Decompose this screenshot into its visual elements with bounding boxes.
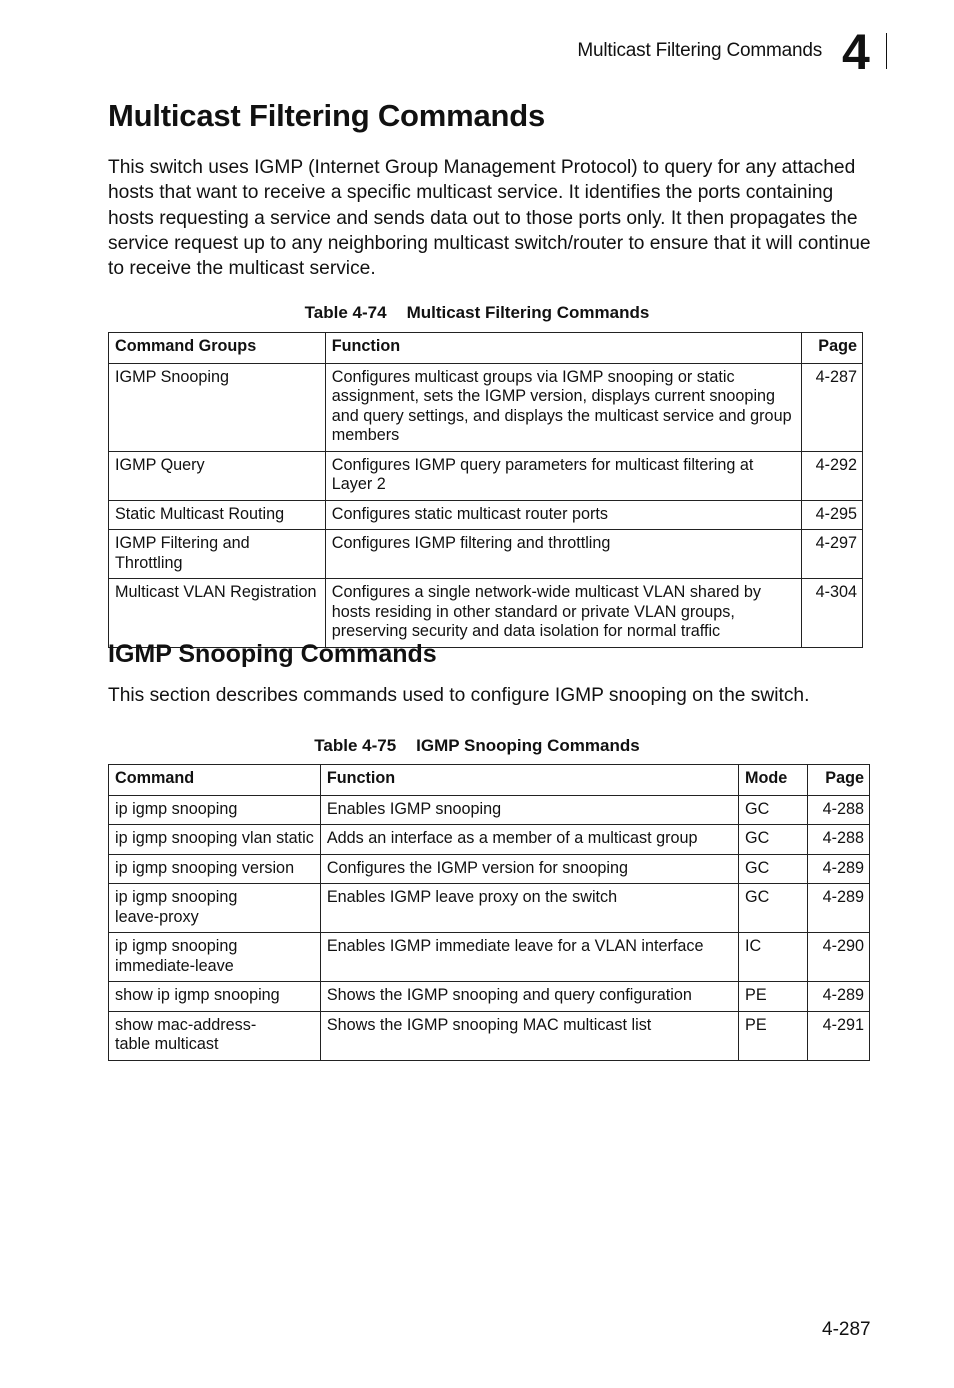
cell-function: Shows the IGMP snooping MAC multicast list [320, 1011, 738, 1060]
cell-command: ip igmp snooping immediate-leave [109, 933, 321, 982]
multicast-filtering-table [108, 332, 863, 648]
table-row [109, 363, 863, 451]
header-page: Page [802, 333, 863, 364]
cell-command: ip igmp snooping vlan static [109, 825, 321, 855]
cell-page: 4-287 [802, 363, 863, 451]
table-row [109, 579, 863, 648]
cell-page: 4-288 [808, 795, 870, 825]
table-75-caption-title: IGMP Snooping Commands [416, 736, 640, 755]
cell-group: IGMP Snooping [109, 363, 326, 451]
page-title: Multicast Filtering Commands [108, 98, 546, 133]
cell-page: 4-292 [802, 451, 863, 500]
table-row [109, 1011, 870, 1060]
cell-command: ip igmp snooping version [109, 854, 321, 884]
chapter-tab [842, 24, 887, 80]
cell-group: Multicast VLAN Registration [109, 579, 326, 648]
cell-page: 4-291 [808, 1011, 870, 1060]
cell-command: ip igmp snooping [109, 795, 321, 825]
header-mode: Mode [739, 765, 808, 796]
cell-mode: PE [739, 1011, 808, 1060]
header-command: Command [109, 765, 321, 796]
page-number: 4-287 [822, 1319, 871, 1340]
cell-function: Enables IGMP leave proxy on the switch [320, 884, 738, 933]
header-page: Page [808, 765, 870, 796]
table-row [109, 825, 870, 855]
table-header-row [109, 765, 870, 796]
cell-function: Configures IGMP filtering and throttling [325, 530, 801, 579]
cell-mode: GC [739, 854, 808, 884]
table-74-caption-number: Table 4-74 [304, 303, 387, 322]
chapter-number: 4 [842, 24, 869, 80]
cell-command: ip igmp snooping leave-proxy [109, 884, 321, 933]
cell-function: Configures multicast groups via IGMP snooping or static assignment, sets the IGMP version, displays current snooping and query settings, and displays the multicast service and group members [325, 363, 801, 451]
table-75-caption-number: Table 4-75 [314, 736, 397, 755]
cell-function: Enables IGMP snooping [320, 795, 738, 825]
intro-paragraph: This switch uses IGMP (Internet Group Management Protocol) to query for any attached hosts that want to receive a specific multicast service. It identifies the ports containing hosts requesting a service and sends data out to those ports only. It then propagates the service request up to any neighboring multicast switch/router to ensure that it will continue to receive the multicast service. [108, 157, 871, 280]
section-title: IGMP Snooping Commands [108, 640, 437, 668]
header-function: Function [325, 333, 801, 364]
table-row [109, 982, 870, 1012]
cell-group: IGMP Filtering and Throttling [109, 530, 326, 579]
table-74-caption-title: Multicast Filtering Commands [406, 303, 650, 322]
cell-group: Static Multicast Routing [109, 500, 326, 530]
cell-page: 4-295 [802, 500, 863, 530]
table-row [109, 884, 870, 933]
header-function: Function [320, 765, 738, 796]
header-command-groups: Command Groups [109, 333, 326, 364]
cell-function: Configures the IGMP version for snooping [320, 854, 738, 884]
cell-page: 4-288 [808, 825, 870, 855]
table-row [109, 854, 870, 884]
cell-group: IGMP Query [109, 451, 326, 500]
cell-command: show mac-address-table multicast [109, 1011, 321, 1060]
cell-function: Enables IGMP immediate leave for a VLAN interface [320, 933, 738, 982]
cell-page: 4-290 [808, 933, 870, 982]
cell-function: Configures static multicast router ports [325, 500, 801, 530]
table-header-row [109, 333, 863, 364]
table-row [109, 500, 863, 530]
cell-mode: GC [739, 795, 808, 825]
cell-page: 4-289 [808, 854, 870, 884]
igmp-snooping-table [108, 764, 870, 1061]
cell-function: Configures a single network-wide multicast VLAN shared by hosts residing in other standard or private VLAN groups, preserving security and data isolation for normal traffic [325, 579, 801, 648]
cell-function: Shows the IGMP snooping and query configuration [320, 982, 738, 1012]
cell-page: 4-289 [808, 982, 870, 1012]
cell-page: 4-297 [802, 530, 863, 579]
table-74-caption [0, 303, 954, 323]
cell-command: show ip igmp snooping [109, 982, 321, 1012]
table-row [109, 451, 863, 500]
table-row [109, 795, 870, 825]
section-paragraph: This section describes commands used to configure IGMP snooping on the switch. [108, 685, 810, 706]
cell-page: 4-304 [802, 579, 863, 648]
cell-mode: PE [739, 982, 808, 1012]
cell-page: 4-289 [808, 884, 870, 933]
cell-function: Configures IGMP query parameters for multicast filtering at Layer 2 [325, 451, 801, 500]
table-row [109, 530, 863, 579]
cell-mode: IC [739, 933, 808, 982]
table-row [109, 933, 870, 982]
cell-function: Adds an interface as a member of a multicast group [320, 825, 738, 855]
running-header-title: Multicast Filtering Commands [577, 40, 822, 61]
table-75-caption [0, 736, 954, 756]
cell-mode: GC [739, 825, 808, 855]
cell-mode: GC [739, 884, 808, 933]
